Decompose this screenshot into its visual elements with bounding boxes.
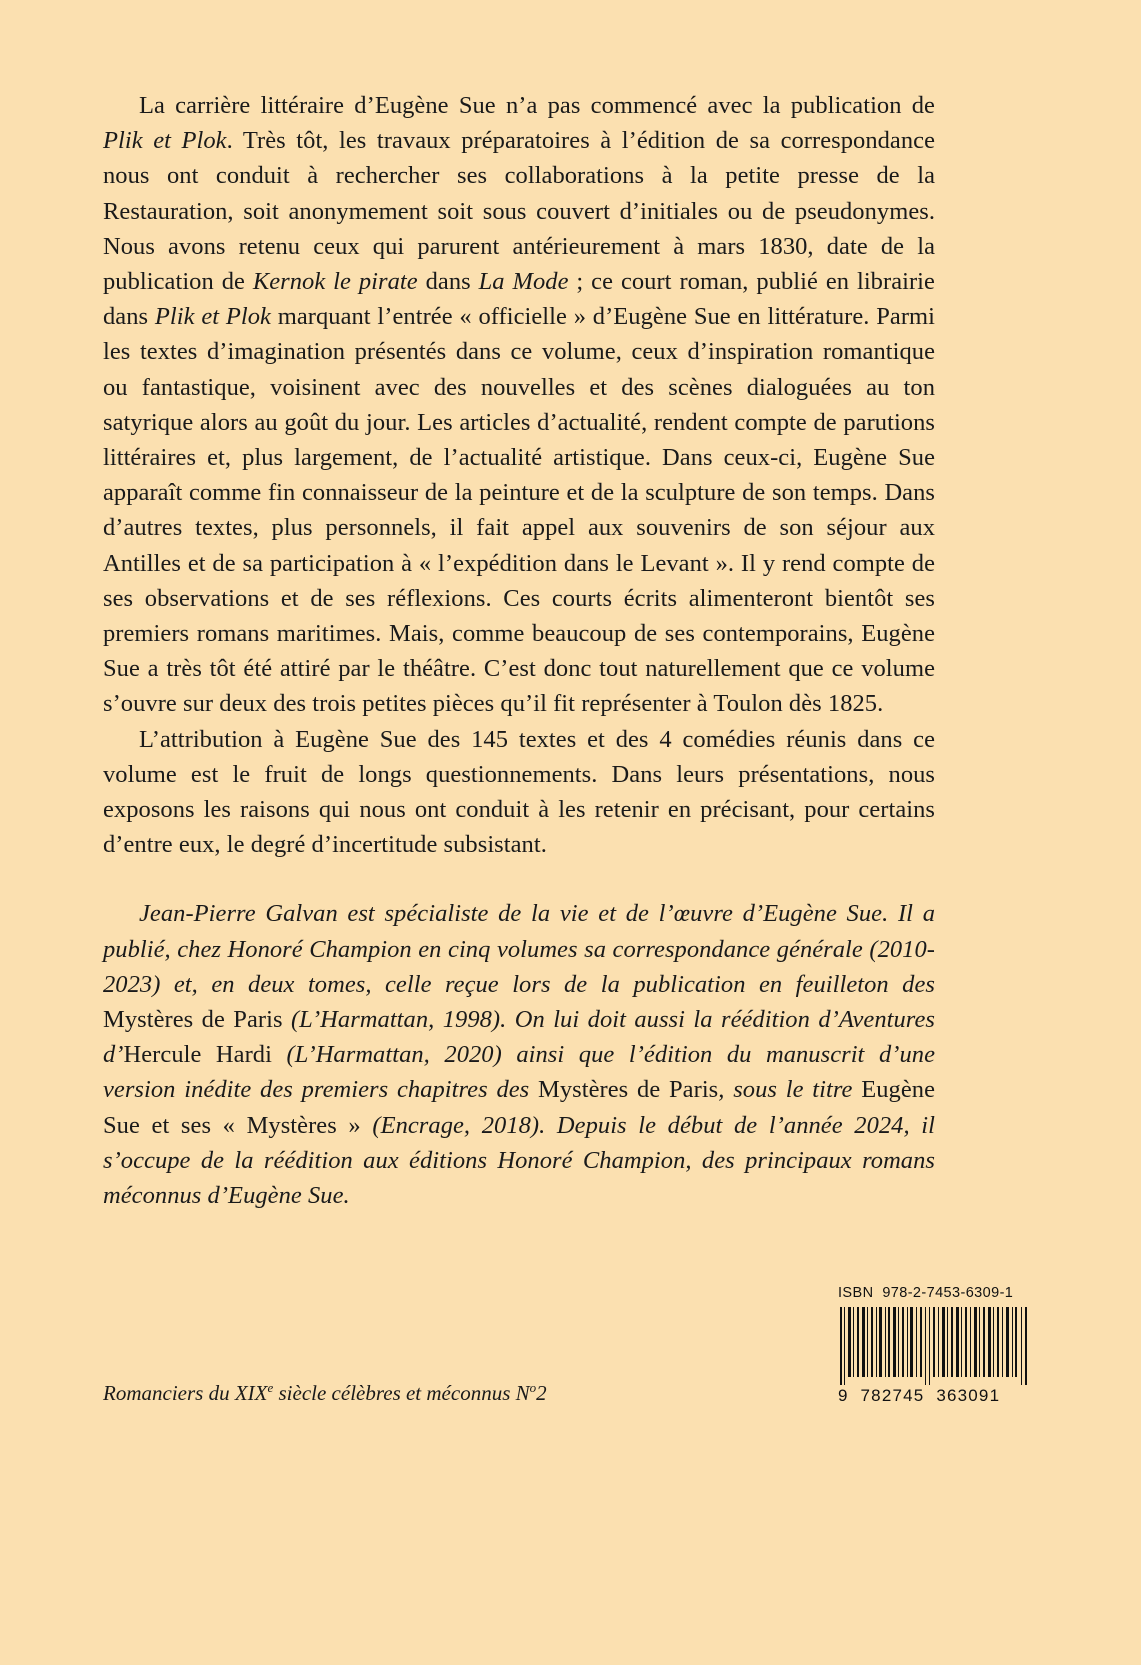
text-run: La carrière littéraire d’Eugène Sue n’a pas commencé avec la publication de (139, 92, 935, 119)
text-run: . Très tôt, les travaux préparatoires à l’édition de sa correspondance nous ont conduit à rechercher ses collaborations à la petite presse de la Restauration, soit anonymement soit sous couvert d’initiales ou de pseudonymes. Nous avons retenu ceux qui parurent antérieurement à mars 1830, date de la publication de (103, 127, 935, 296)
series-superscript: e (267, 1380, 274, 1395)
text-run: Mystères de Paris (538, 1076, 719, 1104)
italic-run: (L’Harmattan, 2020) ainsi que l’édition du manuscrit d’une version inédite des premiers chapitres des (103, 1041, 935, 1104)
series-text-after: siècle célèbres et méconnus N (273, 1381, 530, 1405)
text-run: Eugène Sue et ses « Mystères » (103, 1076, 935, 1139)
text-run: marquant l’entrée « officielle » d’Eugène Sue en littérature. Parmi les textes d’imagination présentés dans ce volume, ceux d’inspiration romantique ou fantastique, voisinent avec des nouvelles et des scènes dialoguées au ton satyrique alors au goût du jour. Les articles d’actualité, rendent compte de parutions littéraires et, plus largement, de l’actualité artistique. Dans ceux-ci, Eugène Sue apparaît comme fin connaisseur de la peinture et de la sculpture de son temps. Dans d’autres textes, plus personnels, il fait appel aux souvenirs de son séjour aux Antilles et de sa participation à « l’expédition dans le Levant ». Il y rend compte de ses observations et de ses réflexions. Ces courts écrits alimenteront bientôt ses premiers romans maritimes. Mais, comme beaucoup de ses contemporains, Eugène Sue a très tôt été attiré par le théâtre. C’est donc tout naturellement que ce volume s’ouvre sur deux des trois petites pièces qu’il fit représenter à Toulon dès 1825. (103, 303, 935, 718)
italic-run: Plik et Plok (154, 303, 271, 331)
series-number: 2 (536, 1381, 547, 1405)
barcode-bars-icon (838, 1307, 1038, 1385)
italic-run: La Mode (478, 268, 569, 296)
text-run: Hercule Hardi (123, 1041, 272, 1069)
isbn-text (838, 1285, 1038, 1301)
text-run: ; ce court roman, publié en librairie dans (103, 268, 935, 331)
series-text-before: Romanciers du XIX (103, 1381, 268, 1405)
barcode-digits-right: 363091 (936, 1386, 1001, 1405)
series-line (103, 1380, 547, 1406)
italic-run: Kernok le pirate (252, 268, 418, 296)
author-bio-paragraph (103, 896, 935, 1213)
italic-run: (Encrage, 2018). Depuis le début de l’année 2024, il s’occupe de la réédition aux éditions Honoré Champion, des principaux romans méconnus d’Eugène Sue. (103, 1111, 935, 1210)
isbn-label: ISBN (838, 1285, 874, 1301)
series-number-sup: o (529, 1380, 537, 1395)
italic-run: Plik et Plok (103, 127, 227, 155)
isbn-number: 978-2-7453-6309-1 (882, 1285, 1014, 1301)
back-cover-text-block (103, 88, 935, 1213)
text-run: dans (417, 268, 479, 296)
blurb-paragraph-2 (103, 722, 935, 863)
barcode-digit-left: 9 (838, 1386, 849, 1405)
barcode-digits (838, 1386, 1038, 1406)
blurb-paragraph-1 (103, 88, 935, 722)
italic-run: Jean-Pierre Galvan est spécialiste de la vie et de l’œuvre d’Eugène Sue. Il a publié, chez Honoré Champion en cinq volumes sa correspondance générale (2010-2023) et, en deux tomes, celle reçue lors de la publication en feuilleton des (103, 900, 935, 998)
isbn-barcode-block (838, 1285, 1038, 1405)
text-run: Mystères de Paris (103, 1006, 283, 1034)
italic-run: (L’Harmattan, 1998). On lui doit aussi la réédition d’Aventures d’ (103, 1006, 935, 1069)
barcode-digits-main: 782745 (860, 1386, 925, 1405)
text-run: L’attribution à Eugène Sue des 145 textes et des 4 comédies réunis dans ce volume est le fruit de longs questionnements. Dans leurs présentations, nous exposons les raisons qui nous ont conduit à les retenir en précisant, pour certains d’entre eux, le degré d’incertitude subsistant. (103, 725, 935, 859)
italic-run: , sous le titre (718, 1076, 862, 1104)
barcode (838, 1307, 1038, 1405)
